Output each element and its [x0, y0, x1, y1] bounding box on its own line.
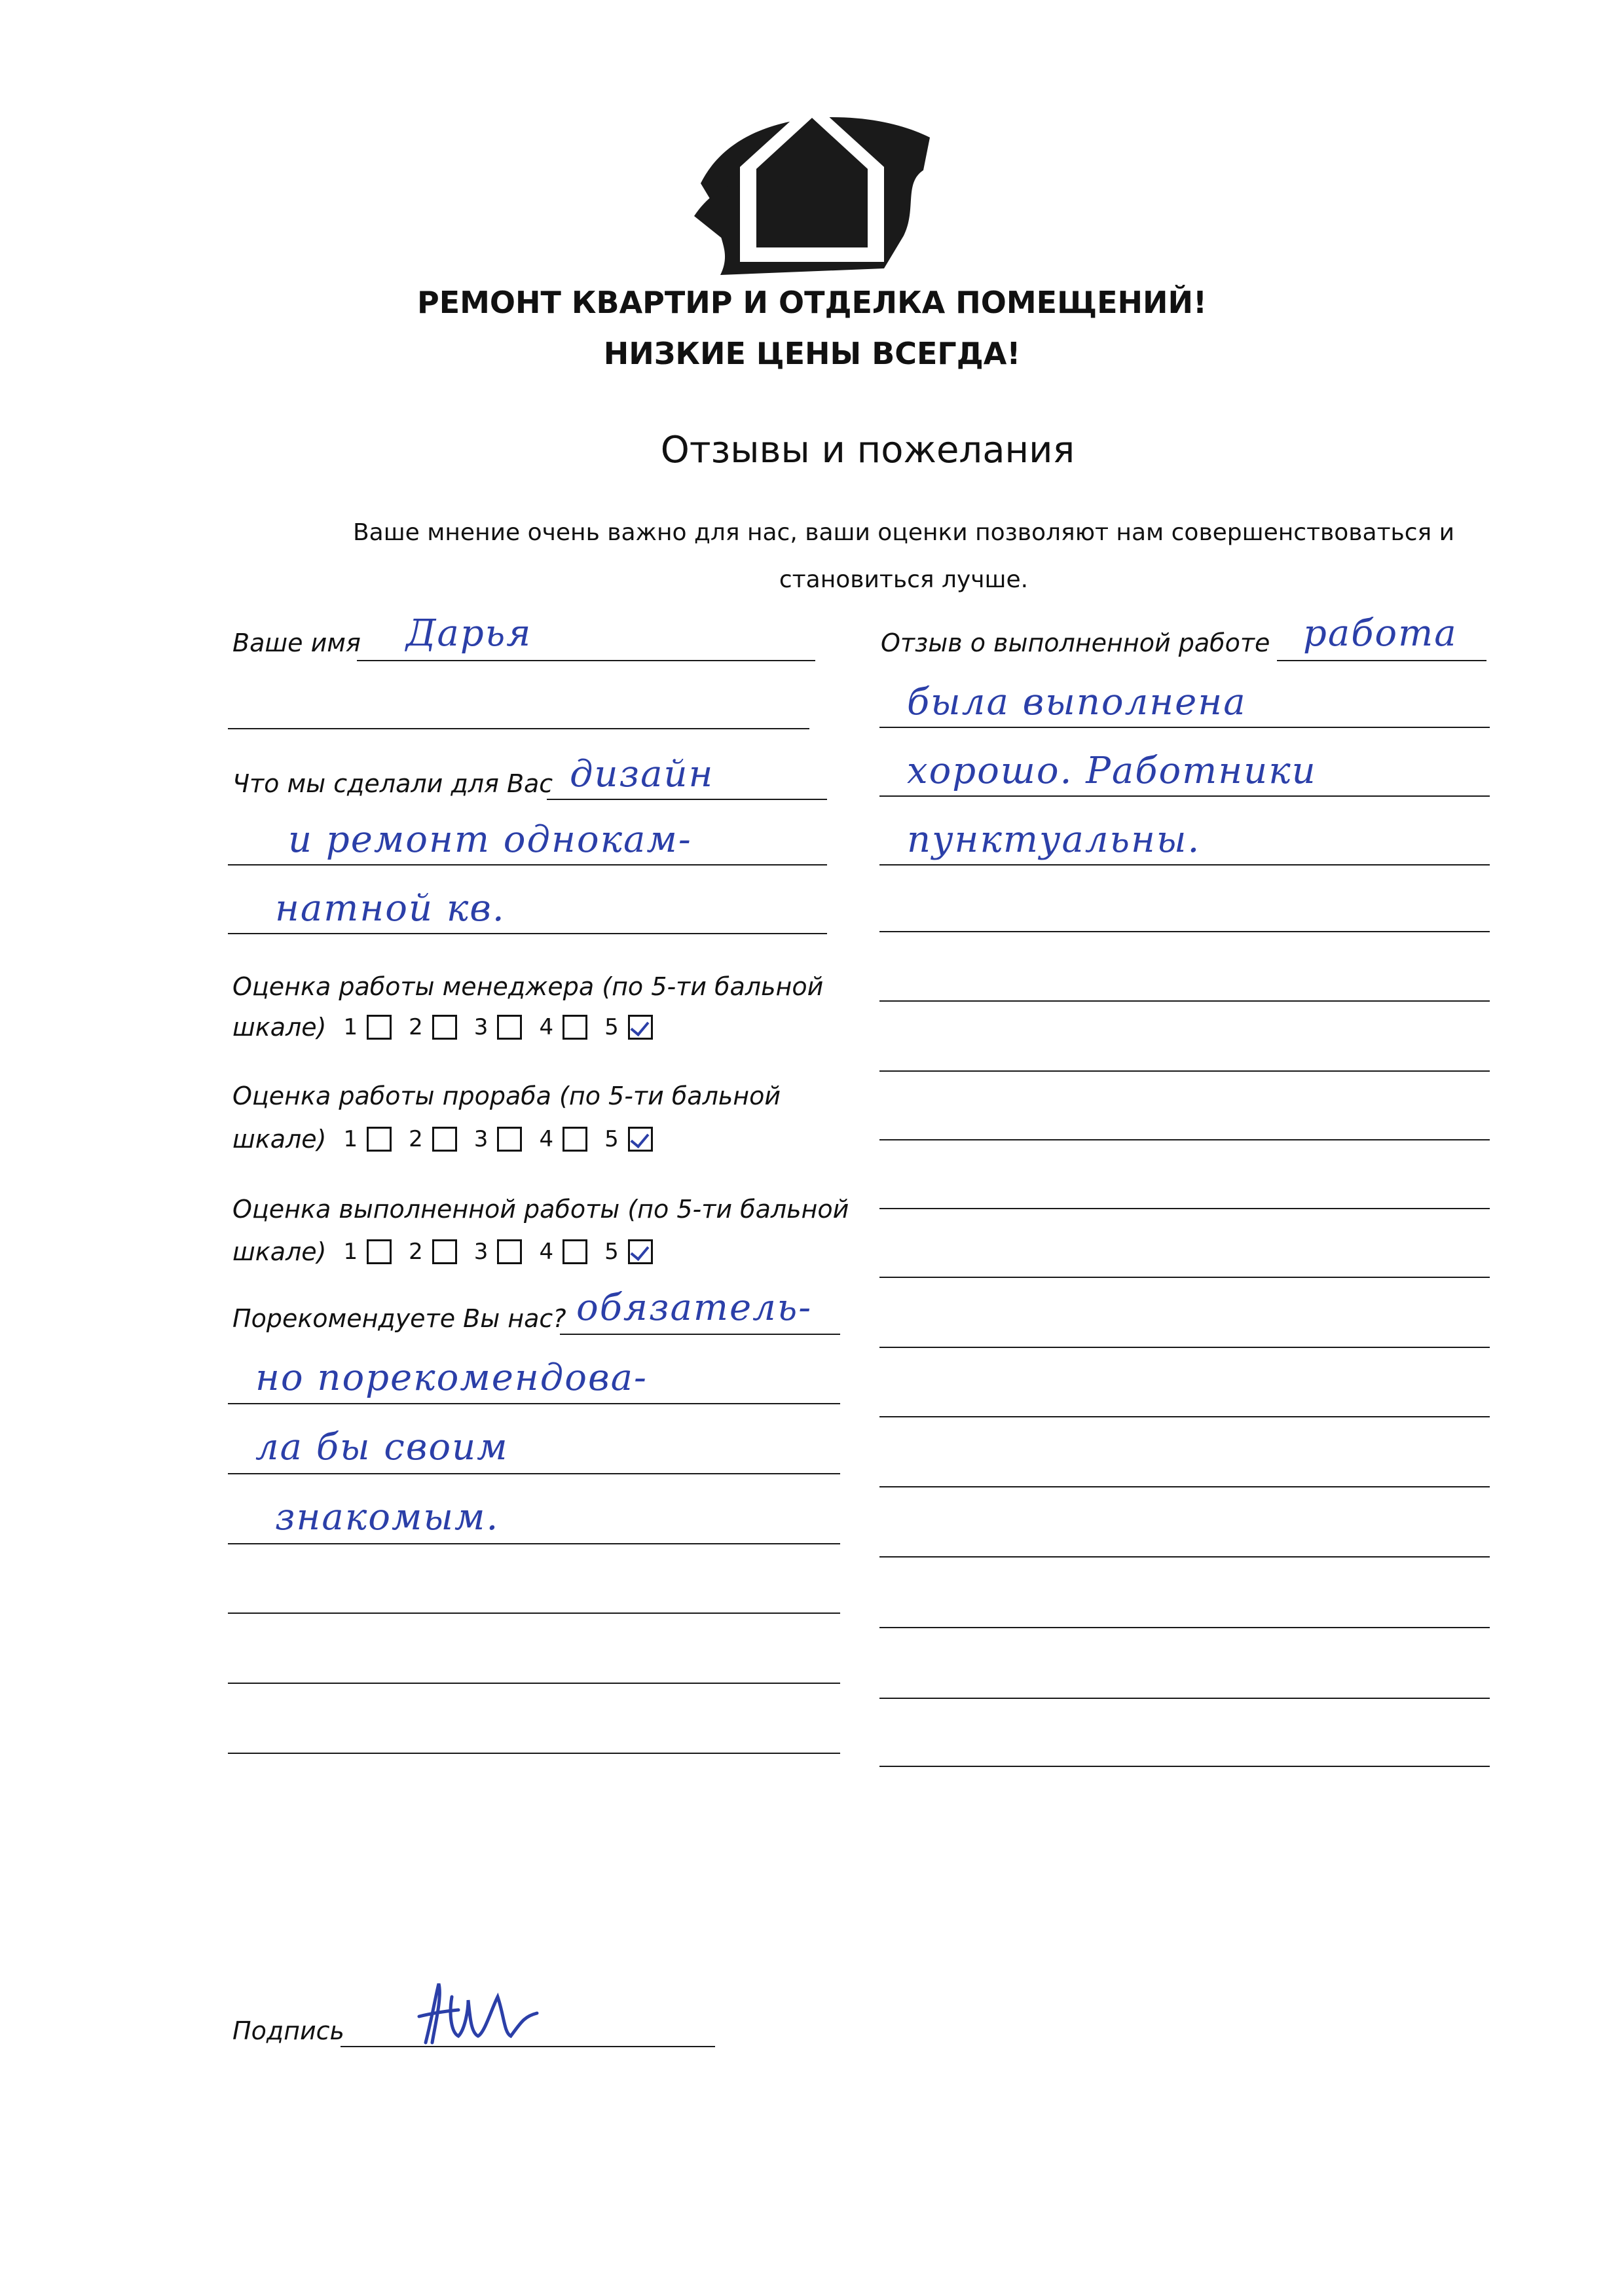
review-line-16 [879, 1698, 1490, 1699]
review-line-2 [879, 727, 1490, 728]
work-rating-3-checkbox[interactable] [497, 1239, 522, 1264]
foreman-scale-label: шкале) [232, 1125, 327, 1154]
recommend-text-line-1[interactable]: обязатель- [576, 1286, 813, 1329]
recommend-line-7 [228, 1753, 840, 1754]
review-line-4 [879, 864, 1490, 866]
done-line-2 [228, 864, 827, 866]
done-text-line-1[interactable]: дизайн [570, 753, 714, 795]
name-line-2 [228, 728, 809, 729]
foreman-rating-5-checkbox[interactable] [628, 1127, 653, 1152]
review-line-9 [879, 1208, 1490, 1209]
review-text-line-2[interactable]: была выполнена [907, 681, 1247, 723]
recommend-text-line-2[interactable]: но порекомендова- [255, 1357, 648, 1399]
form-title: Отзывы и пожелания [660, 429, 1075, 471]
name-field[interactable]: Дарья [406, 612, 532, 655]
review-line-17 [879, 1766, 1490, 1767]
review-line-14 [879, 1556, 1490, 1558]
header-line-1: РЕМОНТ КВАРТИР И ОТДЕЛКА ПОМЕЩЕНИЙ! [417, 285, 1207, 320]
work-rating-4-checkbox[interactable] [563, 1239, 587, 1264]
name-line [357, 660, 815, 661]
review-line-12 [879, 1416, 1490, 1417]
company-logo [681, 85, 943, 282]
intro-line-2: становиться лучше. [779, 566, 1029, 593]
review-line-6 [879, 1000, 1490, 1002]
done-text-line-3[interactable]: натной кв. [275, 887, 506, 930]
done-label: Что мы сделали для Вас [232, 769, 553, 798]
review-text-line-4[interactable]: пунктуальны. [907, 818, 1201, 861]
handwritten-signature [406, 1971, 550, 2056]
recommend-line-6 [228, 1683, 840, 1684]
review-line-5 [879, 931, 1490, 932]
recommend-line-3 [228, 1473, 840, 1474]
review-line-13 [879, 1486, 1490, 1487]
review-text-line-3[interactable]: хорошо. Работники [907, 750, 1317, 792]
review-line-10 [879, 1277, 1490, 1278]
header-line-2: НИЗКИЕ ЦЕНЫ ВСЕГДА! [603, 336, 1021, 371]
recommend-line-5 [228, 1613, 840, 1614]
work-rating-label: Оценка выполненной работы (по 5-ти бальной [232, 1195, 849, 1224]
signature-label: Подпись [232, 2016, 344, 2045]
work-rating-5-checkbox[interactable] [628, 1239, 653, 1264]
form-intro [288, 509, 1519, 604]
manager-rating: шкале) 1 2 3 4 5 [232, 1013, 653, 1042]
recommend-line-4 [228, 1543, 840, 1544]
recommend-line-1 [560, 1334, 840, 1335]
foreman-rating-1-checkbox[interactable] [367, 1127, 392, 1152]
recommend-text-line-3[interactable]: ла бы своим [255, 1426, 509, 1468]
manager-rating-1-checkbox[interactable] [367, 1015, 392, 1040]
review-line-7 [879, 1070, 1490, 1072]
review-text-line-1[interactable]: работа [1303, 612, 1458, 655]
foreman-rating-2-checkbox[interactable] [432, 1127, 457, 1152]
recommend-label: Порекомендуете Вы нас? [232, 1304, 566, 1333]
manager-rating-2-checkbox[interactable] [432, 1015, 457, 1040]
work-rating-1-checkbox[interactable] [367, 1239, 392, 1264]
name-label: Ваше имя [232, 629, 361, 657]
foreman-rating-4-checkbox[interactable] [563, 1127, 587, 1152]
work-scale-label: шкале) [232, 1237, 327, 1266]
recommend-line-2 [228, 1403, 840, 1404]
manager-rating-4-checkbox[interactable] [563, 1015, 587, 1040]
recommend-text-line-4[interactable]: знакомым. [275, 1496, 500, 1539]
done-text-line-2[interactable]: и ремонт однокам- [288, 818, 692, 861]
review-line-11 [879, 1347, 1490, 1348]
review-line-3 [879, 795, 1490, 797]
foreman-rating-label: Оценка работы прораба (по 5-ти бальной [232, 1082, 781, 1110]
review-line-1 [1277, 660, 1486, 661]
work-rating-2-checkbox[interactable] [432, 1239, 457, 1264]
manager-rating-5-checkbox[interactable] [628, 1015, 653, 1040]
review-line-15 [879, 1627, 1490, 1628]
foreman-rating: шкале) 1 2 3 4 5 [232, 1125, 653, 1154]
manager-rating-3-checkbox[interactable] [497, 1015, 522, 1040]
manager-rating-label: Оценка работы менеджера (по 5-ти бальной [232, 972, 824, 1001]
manager-scale-label: шкале) [232, 1013, 327, 1042]
review-label: Отзыв о выполненной работе [881, 629, 1270, 657]
intro-line-1: Ваше мнение очень важно для нас, ваши оценки позволяют нам совершенствоваться и [352, 519, 1455, 546]
work-rating: шкале) 1 2 3 4 5 [232, 1237, 653, 1266]
done-line-1 [547, 799, 827, 800]
foreman-rating-3-checkbox[interactable] [497, 1127, 522, 1152]
review-line-8 [879, 1139, 1490, 1140]
done-line-3 [228, 933, 827, 934]
